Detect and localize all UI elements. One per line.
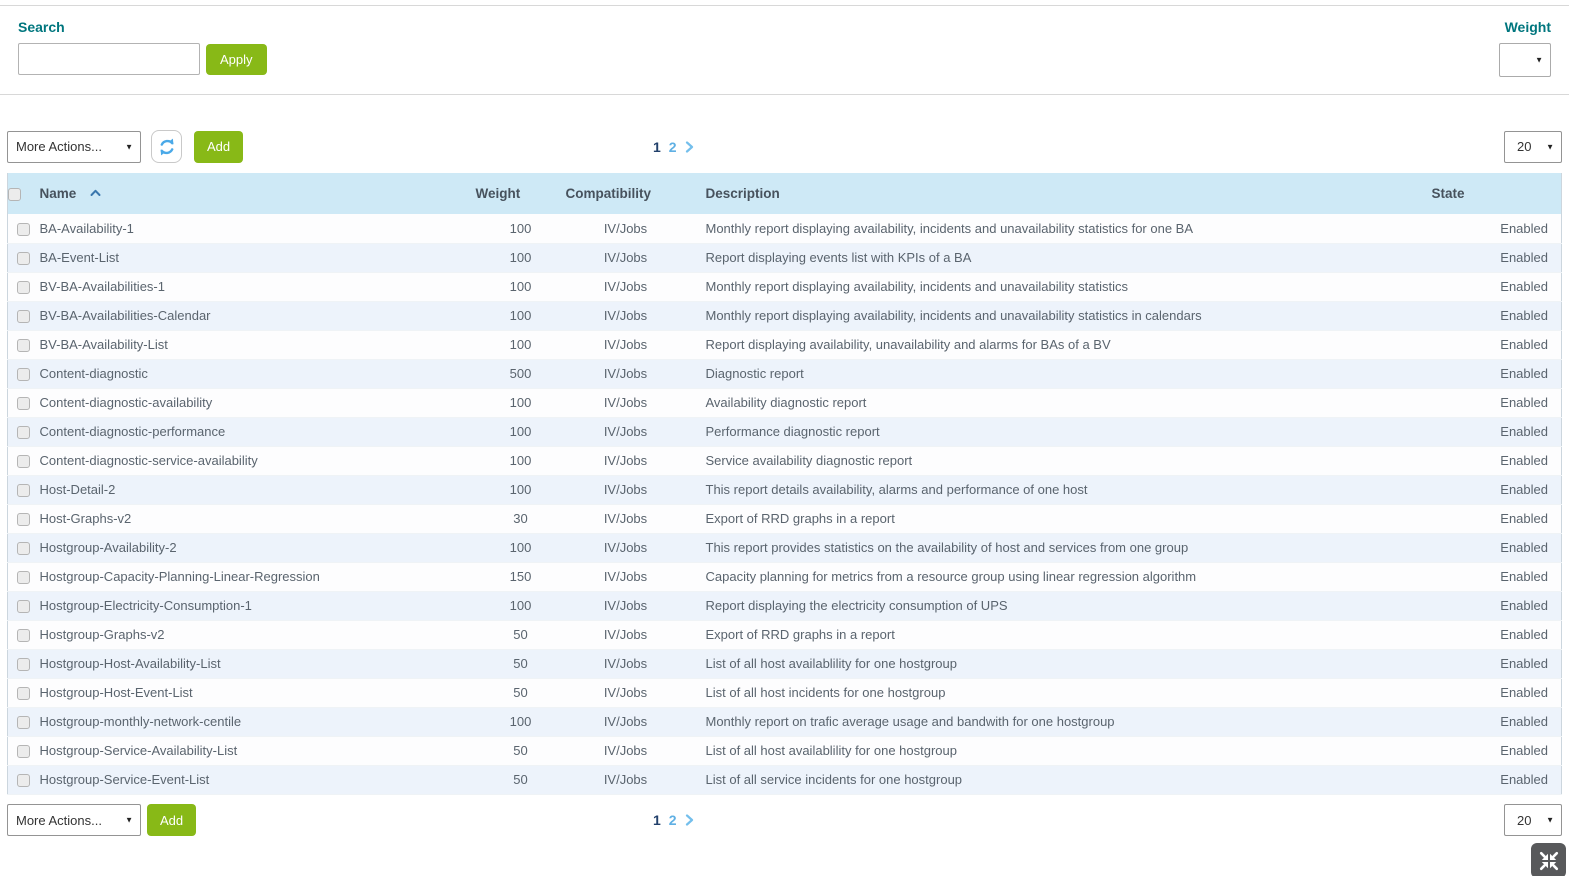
cell-state: Enabled	[1500, 424, 1548, 439]
cell-weight: 30	[513, 511, 528, 526]
cell-compatibility: IV/Jobs	[603, 395, 648, 410]
cell-compatibility: IV/Jobs	[603, 424, 648, 439]
cell-weight: 150	[509, 569, 532, 584]
cell-weight: 50	[513, 656, 528, 671]
cell-state: Enabled	[1500, 220, 1548, 236]
cell-weight: 100	[509, 395, 532, 410]
page-2[interactable]: 2	[668, 138, 677, 155]
table-row	[8, 388, 1562, 417]
cell-weight: 50	[513, 627, 528, 642]
table-header-row	[8, 173, 1562, 214]
add-button[interactable]: Add	[194, 131, 243, 163]
collapse-icon	[1538, 850, 1560, 872]
table-body	[8, 214, 1562, 794]
cell-description: Performance diagnostic report	[705, 424, 880, 439]
cell-description: Capacity planning for metrics from a resource group using linear regression algorithm	[705, 569, 1197, 584]
column-header-state[interactable]: State	[1432, 173, 1562, 214]
row-checkbox[interactable]	[17, 368, 30, 381]
select-all-checkbox[interactable]	[8, 188, 21, 201]
cell-weight: 100	[509, 424, 532, 439]
table-row	[8, 417, 1562, 446]
refresh-button[interactable]	[151, 130, 182, 163]
cell-compatibility: IV/Jobs	[603, 627, 648, 642]
weight-select-wrap	[1499, 43, 1551, 77]
cell-name: Content-diagnostic-performance	[39, 424, 226, 439]
row-checkbox[interactable]	[17, 223, 30, 236]
cell-description: Report displaying availability, unavailability and alarms for BAs of a BV	[705, 337, 1111, 352]
page-size-wrap-bottom	[1504, 804, 1562, 836]
more-actions-wrap-bottom	[7, 804, 141, 836]
filter-panel	[0, 5, 1569, 95]
cell-name: Hostgroup-monthly-network-centile	[39, 714, 242, 729]
cell-state: Enabled	[1500, 395, 1548, 410]
cell-compatibility: IV/Jobs	[603, 366, 648, 381]
column-header-weight[interactable]: Weight	[476, 173, 566, 214]
cell-weight: 100	[509, 453, 532, 468]
cell-name: BV-BA-Availability-List	[39, 337, 168, 352]
more-actions-select[interactable]	[7, 131, 141, 163]
cell-state: Enabled	[1500, 685, 1548, 700]
search-label: Search	[18, 19, 65, 35]
cell-weight: 100	[509, 540, 532, 555]
cell-state: Enabled	[1500, 482, 1548, 497]
cell-description: List of all host incidents for one hostgroup	[705, 685, 946, 700]
cell-weight: 100	[509, 482, 532, 497]
weight-select[interactable]	[1499, 43, 1551, 77]
cell-weight: 100	[509, 250, 532, 265]
cell-name: Hostgroup-Service-Availability-List	[39, 743, 238, 758]
report-templates-table	[7, 173, 1562, 795]
cell-weight: 100	[509, 220, 532, 236]
cell-compatibility: IV/Jobs	[603, 511, 648, 526]
cell-name: Hostgroup-Graphs-v2	[39, 627, 165, 642]
column-header-description[interactable]: Description	[686, 173, 1432, 214]
add-button-bottom[interactable]: Add	[147, 804, 196, 836]
next-page-button[interactable]	[685, 141, 694, 153]
page-1[interactable]: 1	[653, 138, 661, 155]
row-checkbox[interactable]	[17, 571, 30, 584]
row-checkbox[interactable]	[17, 484, 30, 497]
cell-description: Diagnostic report	[705, 366, 804, 381]
cell-state: Enabled	[1500, 540, 1548, 555]
cell-name: Hostgroup-Capacity-Planning-Linear-Regression	[39, 569, 320, 584]
cell-compatibility: IV/Jobs	[603, 569, 648, 584]
table-row	[8, 736, 1562, 765]
cell-description: Monthly report displaying availability, incidents and unavailability statistics for one BA	[705, 220, 1194, 236]
row-checkbox[interactable]	[17, 252, 30, 265]
cell-name: Host-Detail-2	[39, 482, 116, 497]
bottom-toolbar	[7, 804, 1562, 837]
cell-weight: 50	[513, 743, 528, 758]
cell-name: BA-Event-List	[39, 250, 119, 265]
table-row	[8, 446, 1562, 475]
cell-state: Enabled	[1500, 308, 1548, 323]
page-size-select[interactable]	[1504, 131, 1562, 163]
cell-name: BV-BA-Availabilities-1	[39, 279, 165, 294]
cell-compatibility: IV/Jobs	[603, 279, 648, 294]
row-checkbox[interactable]	[17, 281, 30, 294]
table-row	[8, 330, 1562, 359]
cell-name: Content-diagnostic	[39, 366, 148, 381]
cell-compatibility: IV/Jobs	[603, 220, 648, 236]
cell-description: List of all host availablility for one hostgroup	[705, 743, 957, 758]
cell-weight: 50	[513, 685, 528, 700]
table-row	[8, 359, 1562, 388]
cell-weight: 500	[509, 366, 532, 381]
table-row	[8, 272, 1562, 301]
chevron-right-icon	[685, 814, 694, 826]
cell-weight: 100	[509, 308, 532, 323]
cell-name: BA-Availability-1	[39, 220, 134, 236]
weight-filter	[1499, 19, 1551, 77]
page-1-bottom[interactable]: 1	[653, 812, 661, 828]
cell-state: Enabled	[1500, 627, 1548, 642]
apply-button[interactable]: Apply	[206, 44, 267, 75]
cell-state: Enabled	[1500, 569, 1548, 584]
table-row	[8, 707, 1562, 736]
row-checkbox[interactable]	[17, 542, 30, 555]
cell-description: List of all host availablility for one hostgroup	[705, 656, 957, 671]
cell-state: Enabled	[1500, 511, 1548, 526]
row-checkbox[interactable]	[17, 629, 30, 642]
cell-state: Enabled	[1500, 279, 1548, 294]
cell-name: Hostgroup-Availability-2	[39, 540, 177, 555]
row-checkbox[interactable]	[17, 513, 30, 526]
cell-compatibility: IV/Jobs	[603, 685, 648, 700]
page-size-wrap	[1504, 131, 1562, 163]
cell-name: BV-BA-Availabilities-Calendar	[39, 308, 211, 323]
collapse-fullscreen-button[interactable]	[1531, 843, 1566, 876]
column-header-name[interactable]: Name	[40, 173, 476, 214]
cell-description: Monthly report displaying availability, incidents and unavailability statistics	[705, 279, 1128, 294]
cell-weight: 100	[509, 714, 532, 729]
cell-compatibility: IV/Jobs	[603, 453, 648, 468]
pagination	[653, 139, 694, 155]
column-header-compatibility[interactable]: Compatibility	[566, 173, 686, 214]
row-checkbox[interactable]	[17, 658, 30, 671]
cell-compatibility: IV/Jobs	[603, 714, 648, 729]
cell-name: Hostgroup-Host-Availability-List	[39, 656, 221, 671]
search-filter	[18, 19, 267, 75]
cell-compatibility: IV/Jobs	[603, 743, 648, 758]
cell-compatibility: IV/Jobs	[603, 598, 648, 613]
cell-name: Hostgroup-Service-Event-List	[39, 772, 210, 787]
table-row	[8, 214, 1562, 243]
cell-description: Report displaying the electricity consumption of UPS	[705, 598, 1008, 613]
cell-description: Monthly report on trafic average usage and bandwith for one hostgroup	[705, 714, 1115, 729]
top-toolbar	[7, 130, 1562, 163]
cell-state: Enabled	[1500, 714, 1548, 729]
cell-description: This report details availability, alarms and performance of one host	[705, 482, 1088, 497]
cell-description: Service availability diagnostic report	[705, 453, 913, 468]
cell-state: Enabled	[1500, 598, 1548, 613]
more-actions-wrap	[7, 131, 141, 163]
cell-compatibility: IV/Jobs	[603, 482, 648, 497]
sort-asc-icon	[90, 189, 101, 197]
cell-state: Enabled	[1500, 656, 1548, 671]
cell-description: List of all service incidents for one hostgroup	[705, 772, 963, 787]
page-size-select-bottom[interactable]	[1504, 804, 1562, 836]
cell-description: Availability diagnostic report	[705, 395, 867, 410]
cell-weight: 100	[509, 279, 532, 294]
cell-compatibility: IV/Jobs	[603, 540, 648, 555]
row-checkbox[interactable]	[17, 687, 30, 700]
cell-compatibility: IV/Jobs	[603, 337, 648, 352]
cell-weight: 100	[509, 337, 532, 352]
more-actions-select-bottom[interactable]	[7, 804, 141, 836]
row-checkbox[interactable]	[17, 455, 30, 468]
search-input[interactable]	[18, 43, 200, 75]
table-row	[8, 475, 1562, 504]
row-checkbox[interactable]	[17, 745, 30, 758]
table-row	[8, 591, 1562, 620]
cell-state: Enabled	[1500, 337, 1548, 352]
cell-name: Hostgroup-Host-Event-List	[39, 685, 193, 700]
next-page-button-bottom[interactable]	[685, 814, 694, 826]
table-row	[8, 649, 1562, 678]
cell-name: Host-Graphs-v2	[39, 511, 132, 526]
cell-compatibility: IV/Jobs	[603, 308, 648, 323]
row-checkbox[interactable]	[17, 426, 30, 439]
cell-state: Enabled	[1500, 772, 1548, 787]
cell-state: Enabled	[1500, 250, 1548, 265]
cell-state: Enabled	[1500, 366, 1548, 381]
chevron-right-icon	[685, 141, 694, 153]
cell-description: Report displaying events list with KPIs of a BA	[705, 250, 972, 265]
refresh-icon	[157, 137, 177, 157]
table-row	[8, 243, 1562, 272]
weight-label: Weight	[1504, 19, 1551, 35]
table-row	[8, 562, 1562, 591]
cell-weight: 100	[509, 598, 532, 613]
cell-description: Export of RRD graphs in a report	[705, 627, 895, 642]
table-row	[8, 620, 1562, 649]
cell-state: Enabled	[1500, 453, 1548, 468]
table-row	[8, 533, 1562, 562]
cell-name: Content-diagnostic-availability	[39, 395, 213, 410]
row-checkbox[interactable]	[17, 397, 30, 410]
cell-name: Content-diagnostic-service-availability	[39, 453, 258, 468]
cell-compatibility: IV/Jobs	[603, 250, 648, 265]
cell-description: This report provides statistics on the availability of host and services from one group	[705, 540, 1189, 555]
cell-description: Export of RRD graphs in a report	[705, 511, 895, 526]
pagination-bottom	[653, 812, 694, 828]
table-row	[8, 504, 1562, 533]
cell-description: Monthly report displaying availability, incidents and unavailability statistics in calendars	[705, 308, 1202, 323]
cell-compatibility: IV/Jobs	[603, 656, 648, 671]
row-checkbox[interactable]	[17, 600, 30, 613]
row-checkbox[interactable]	[17, 339, 30, 352]
page-2-bottom[interactable]: 2	[668, 812, 677, 828]
cell-compatibility: IV/Jobs	[603, 772, 648, 787]
row-checkbox[interactable]	[17, 310, 30, 323]
cell-name: Hostgroup-Electricity-Consumption-1	[39, 598, 252, 613]
cell-state: Enabled	[1500, 743, 1548, 758]
table-row	[8, 301, 1562, 330]
table-row	[8, 678, 1562, 707]
row-checkbox[interactable]	[17, 716, 30, 729]
cell-weight: 50	[513, 772, 528, 787]
table-row	[8, 765, 1562, 794]
row-checkbox[interactable]	[17, 774, 30, 787]
